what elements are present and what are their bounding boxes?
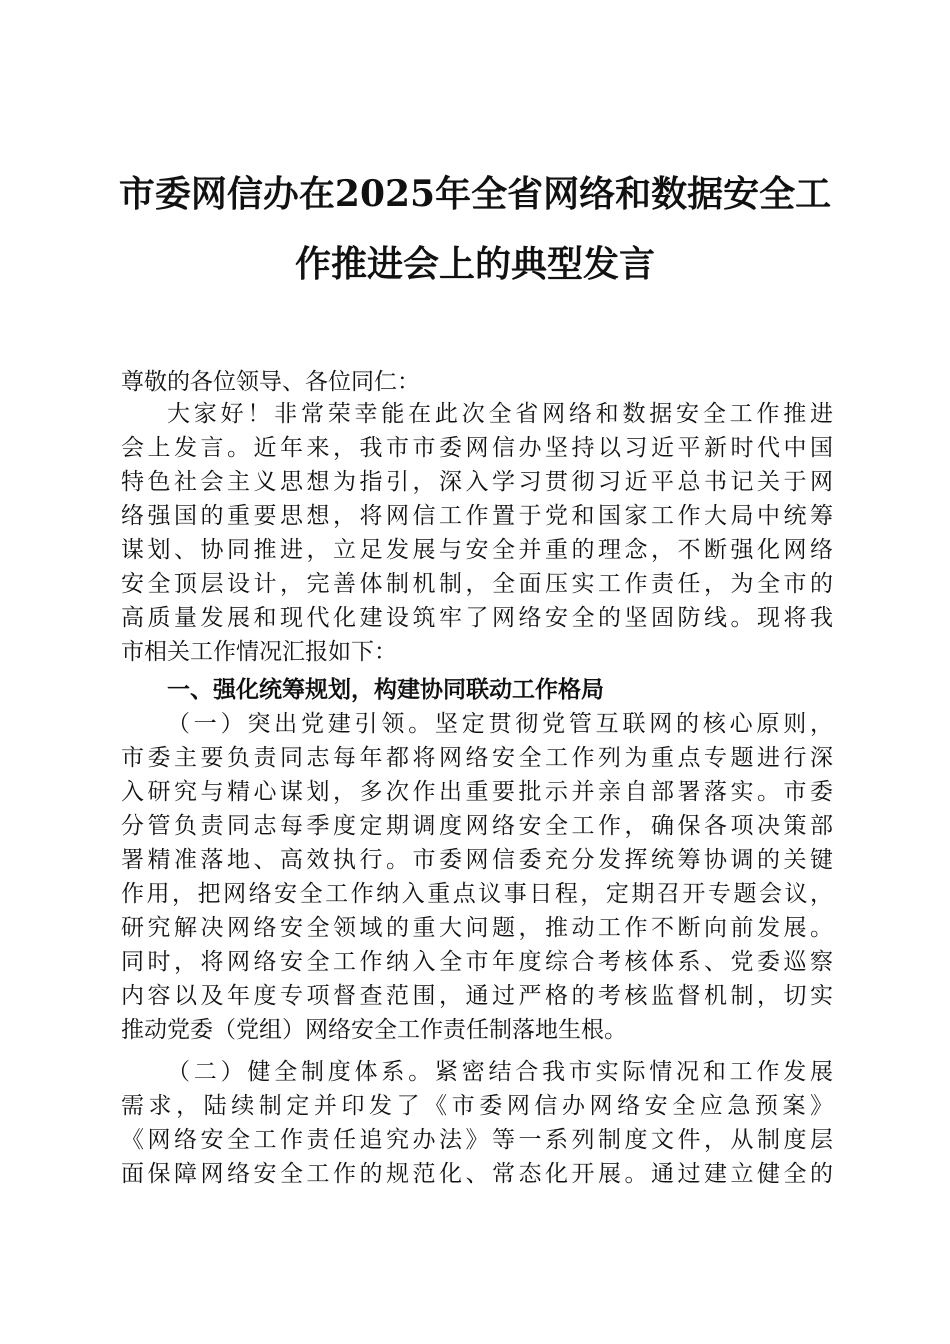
body-line: 署精准落地、高效执行。市委网信委充分发挥统筹协调的关键 — [121, 847, 833, 873]
body-line: 市委主要负责同志每年都将网络安全工作列为重点专题进行深 — [121, 745, 833, 771]
body-line: 大家好！非常荣幸能在此次全省网络和数据安全工作推进 — [167, 401, 833, 427]
body-line: 特色社会主义思想为指引，深入学习贯彻习近平总书记关于网 — [121, 469, 833, 495]
body-line: 高质量发展和现代化建设筑牢了网络安全的坚固防线。现将我 — [121, 605, 833, 631]
body-line: 推动党委（党组）网络安全工作责任制落地生根。 — [121, 1017, 627, 1043]
body-line: 需求，陆续制定并印发了《市委网信办网络安全应急预案》 — [121, 1093, 833, 1119]
body-line: 面保障网络安全工作的规范化、常态化开展。通过建立健全的 — [121, 1161, 833, 1187]
body-line: （二）健全制度体系。紧密结合我市实际情况和工作发展 — [167, 1059, 833, 1085]
body-line: 安全顶层设计，完善体制机制，全面压实工作责任，为全市的 — [121, 571, 833, 597]
document-title-line-1: 市委网信办在2025年全省网络和数据安全工 — [118, 173, 832, 215]
salutation: 尊敬的各位领导、各位同仁： — [121, 369, 420, 395]
body-line: 作用，把网络安全工作纳入重点议事日程，定期召开专题会议， — [121, 881, 833, 907]
body-line: 内容以及年度专项督查范围，通过严格的考核监督机制，切实 — [121, 983, 833, 1009]
body-line: 会上发言。近年来，我市市委网信办坚持以习近平新时代中国 — [121, 435, 833, 461]
body-line: 络强国的重要思想，将网信工作置于党和国家工作大局中统筹 — [121, 503, 833, 529]
body-line: 研究解决网络安全领域的重大问题，推动工作不断向前发展。 — [121, 915, 833, 941]
body-line: 《网络安全工作责任追究办法》等一系列制度文件，从制度层 — [121, 1127, 833, 1153]
section-heading: 一、强化统筹规划，构建协同联动工作格局 — [167, 676, 604, 703]
body-line: 分管负责同志每季度定期调度网络安全工作，确保各项决策部 — [121, 813, 833, 839]
body-line: 同时，将网络安全工作纳入全市年度综合考核体系、党委巡察 — [121, 949, 833, 975]
body-line: 入研究与精心谋划，多次作出重要批示并亲自部署落实。市委 — [121, 779, 833, 805]
document-title-line-2: 作推进会上的典型发言 — [294, 243, 655, 285]
body-line: （一）突出党建引领。坚定贯彻党管互联网的核心原则， — [167, 711, 833, 737]
body-line: 市相关工作情况汇报如下： — [121, 639, 397, 665]
body-line: 谋划、协同推进，立足发展与安全并重的理念，不断强化网络 — [121, 537, 833, 563]
